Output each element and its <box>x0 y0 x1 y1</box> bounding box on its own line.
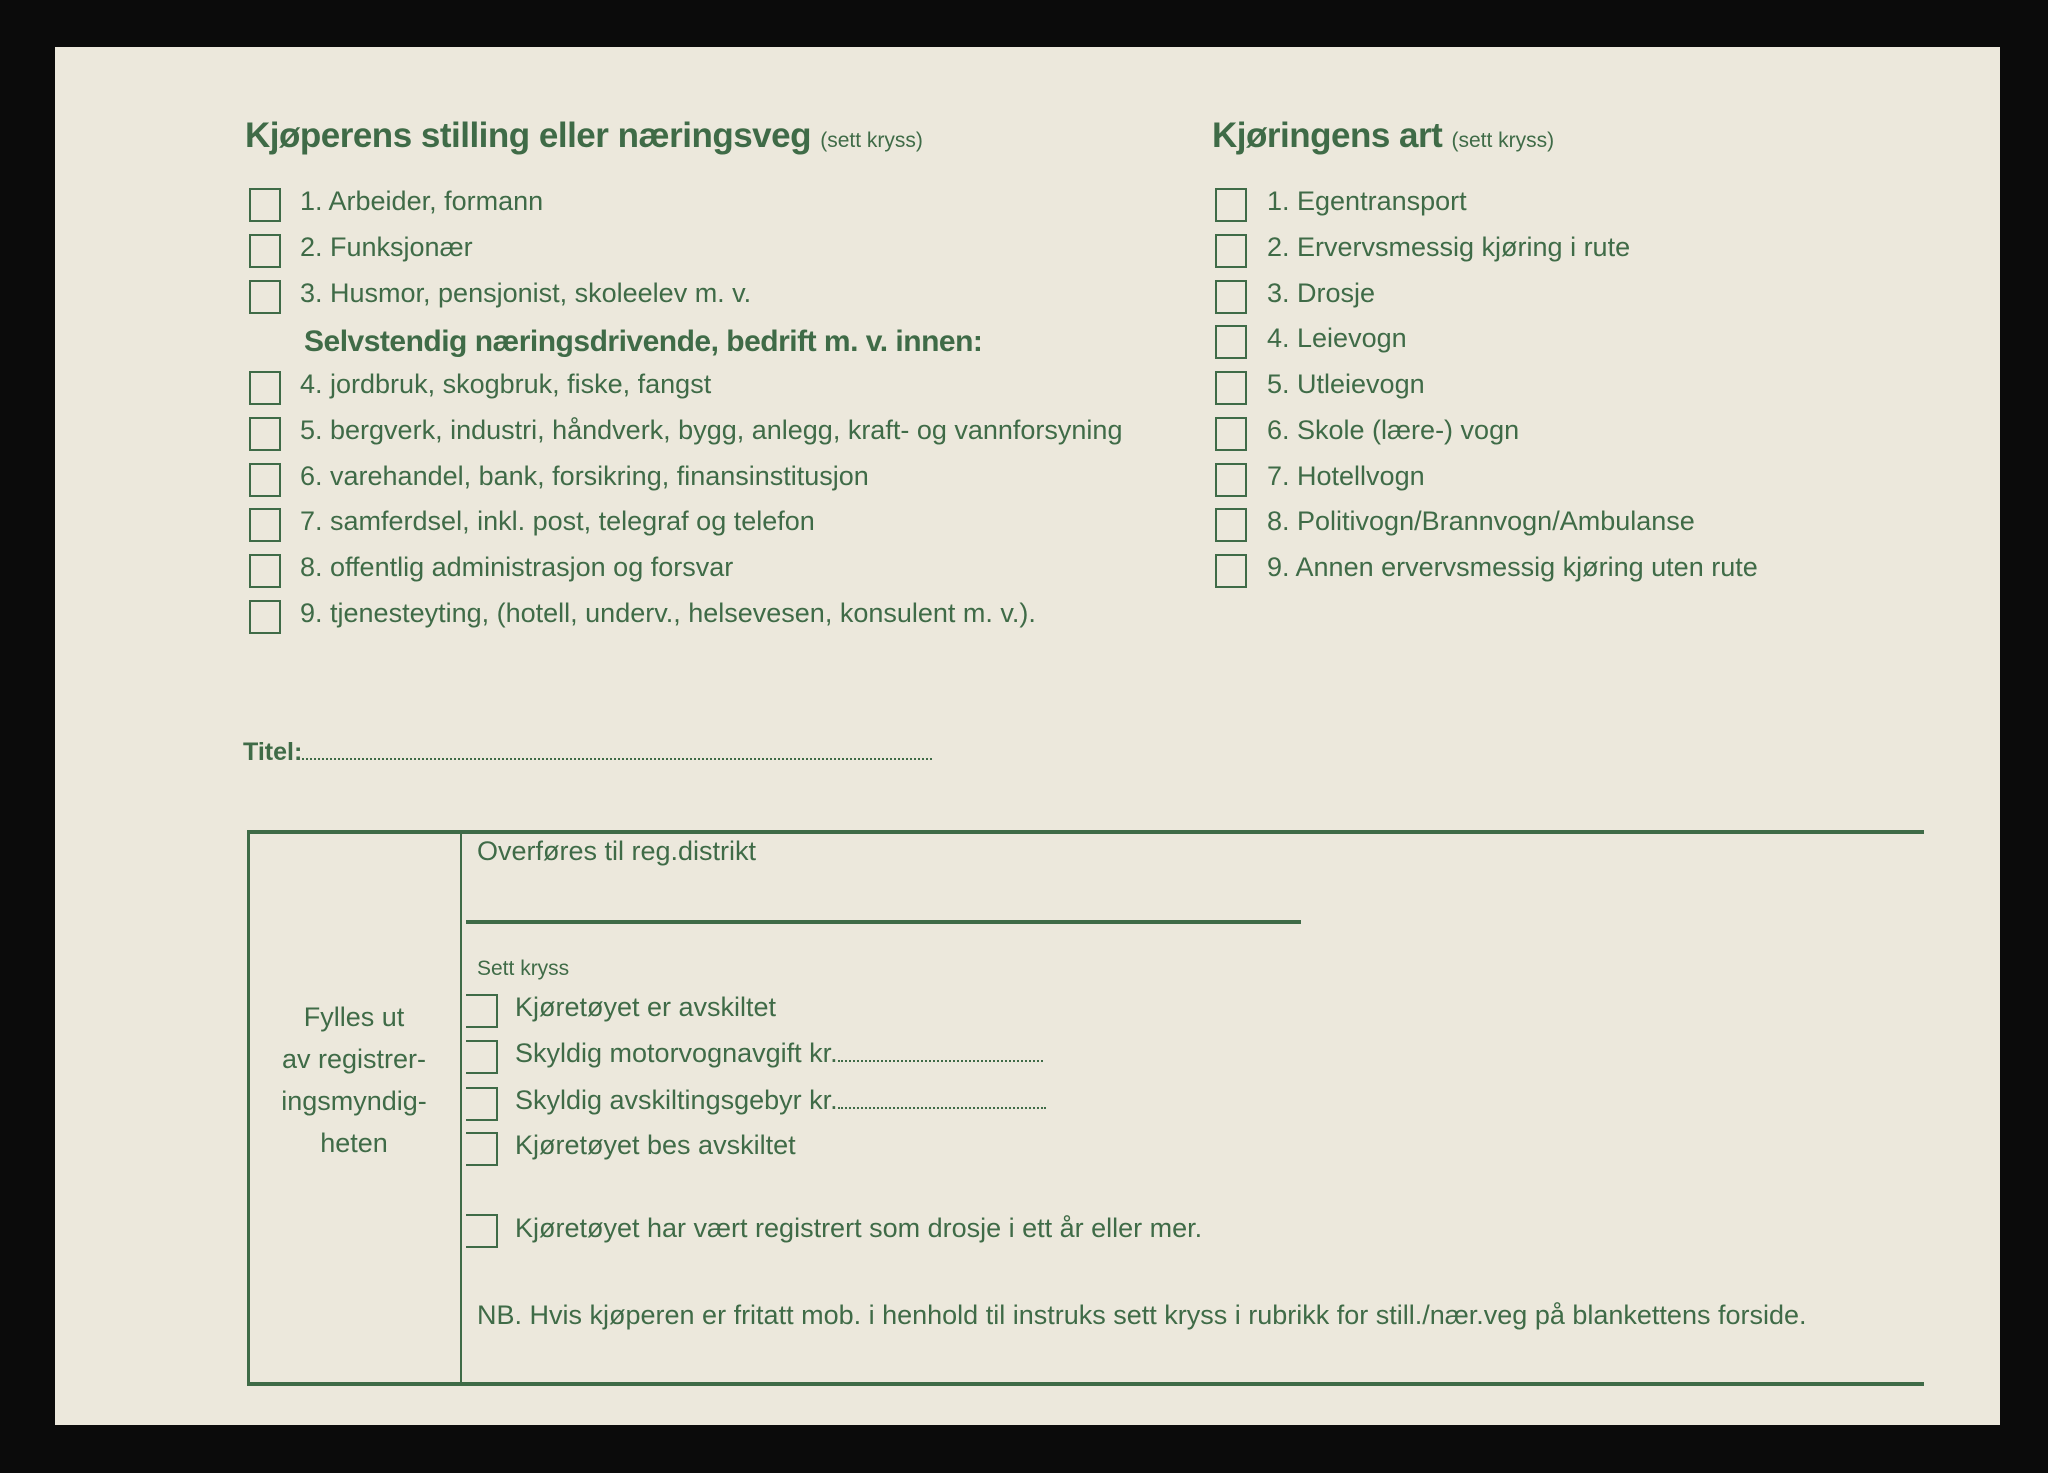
registry-check-checkbox[interactable] <box>466 994 498 1028</box>
driving-type-item-text: 9. Annen ervervsmessig kjøring uten rute <box>1267 552 1758 582</box>
registry-check-label <box>515 1085 1046 1116</box>
registry-check-label <box>515 992 776 1023</box>
driving-type-item-text: 4. Leievogn <box>1267 323 1407 353</box>
occupation-item-checkbox[interactable] <box>249 600 281 634</box>
occupation-item-checkbox[interactable] <box>249 508 281 542</box>
driving-type-item-text: 3. Drosje <box>1267 278 1376 308</box>
registry-check-text: Skyldig avskiltingsgebyr kr. <box>515 1085 838 1115</box>
left-title-text: Kjøperens stilling eller næringsveg <box>245 116 811 155</box>
driving-type-item-label <box>1267 278 1375 309</box>
occupation-item-label <box>300 369 711 400</box>
titel-field[interactable] <box>243 738 932 767</box>
occupation-item-text: 2. Funksjonær <box>300 232 473 262</box>
driving-type-item-label <box>1267 369 1425 400</box>
driving-type-item-label <box>1267 552 1758 583</box>
amount-dotted-line[interactable] <box>838 1087 1046 1109</box>
drosje-check-label: Kjøretøyet har vært registrert som drosje i ett år eller mer. <box>515 1213 1203 1243</box>
driving-type-item-text: 7. Hotellvogn <box>1267 461 1425 491</box>
occupation-item-label <box>300 461 869 492</box>
driving-type-item-label <box>1267 186 1467 217</box>
occupation-item-checkbox[interactable] <box>249 188 281 222</box>
driving-type-item-label <box>1267 506 1695 537</box>
nb-note: NB. Hvis kjøperen er fritatt mob. i henhold til instruks sett kryss i rubrikk for still./nær.veg på blankettens forside. <box>477 1300 1807 1330</box>
driving-type-item-checkbox[interactable] <box>1215 417 1247 451</box>
driving-type-item-checkbox[interactable] <box>1215 554 1247 588</box>
titel-dotted-line <box>302 738 932 760</box>
drosje-checkbox[interactable] <box>466 1214 498 1248</box>
driving-type-item-checkbox[interactable] <box>1215 508 1247 542</box>
driving-type-item-label <box>1267 232 1630 263</box>
transfer-label: Overføres til reg.distrikt <box>477 836 757 866</box>
occupation-item-text: 7. samferdsel, inkl. post, telegraf og telefon <box>300 506 815 536</box>
driving-type-item-text: 6. Skole (lære-) vogn <box>1267 415 1520 445</box>
registry-check-checkbox[interactable] <box>466 1040 498 1074</box>
driving-type-item-checkbox[interactable] <box>1215 188 1247 222</box>
transfer-input-line[interactable] <box>466 920 1301 924</box>
registry-check-label <box>515 1130 796 1161</box>
side-label-line: Fylles ut <box>303 1002 405 1032</box>
driving-type-item-label <box>1267 461 1425 492</box>
registry-check-text: Skyldig motorvognavgift kr. <box>515 1038 838 1068</box>
occupation-item-label <box>300 278 751 309</box>
occupation-item-checkbox[interactable] <box>249 371 281 405</box>
occupation-item-text: 6. varehandel, bank, forsikring, finansinstitusjon <box>300 461 869 491</box>
driving-type-item-text: 8. Politivogn/Brannvogn/Ambulanse <box>1267 506 1695 536</box>
driving-type-item-checkbox[interactable] <box>1215 280 1247 314</box>
occupation-item-text: 5. bergverk, industri, håndverk, bygg, anlegg, kraft- og vannforsyning <box>300 415 1123 445</box>
occupation-item-text: 3. Husmor, pensjonist, skoleelev m. v. <box>300 278 752 308</box>
registry-check-text: Kjøretøyet bes avskiltet <box>515 1130 796 1160</box>
occupation-item-text: 1. Arbeider, formann <box>300 186 544 216</box>
side-label-line: heten <box>320 1128 388 1158</box>
box-top-border <box>248 830 1924 834</box>
right-section-title <box>1212 116 1554 156</box>
occupation-item-text: 9. tjenesteyting, (hotell, underv., helsevesen, konsulent m. v.). <box>300 598 1036 628</box>
side-label-line: ingsmyndig- <box>281 1086 427 1116</box>
registry-side-label <box>248 996 460 1164</box>
self-employed-subheading: Selvstendig næringsdrivende, bedrift m. v. innen: <box>304 325 983 358</box>
box-bottom-border <box>248 1382 1924 1386</box>
left-title-hint: (sett kryss) <box>820 129 923 152</box>
driving-type-item-label <box>1267 323 1407 354</box>
occupation-item-checkbox[interactable] <box>249 463 281 497</box>
registry-check-text: Kjøretøyet er avskiltet <box>515 992 777 1022</box>
registry-check-label <box>515 1038 1043 1069</box>
titel-label: Titel: <box>243 738 303 766</box>
occupation-item-checkbox[interactable] <box>249 554 281 588</box>
box-divider <box>460 834 462 1382</box>
occupation-item-text: 4. jordbruk, skogbruk, fiske, fangst <box>300 369 712 399</box>
registry-check-checkbox[interactable] <box>466 1132 498 1166</box>
registry-check-checkbox[interactable] <box>466 1087 498 1121</box>
occupation-item-label <box>300 232 473 263</box>
right-title-hint: (sett kryss) <box>1451 129 1555 152</box>
occupation-item-label <box>300 415 1122 446</box>
occupation-item-label <box>300 506 815 537</box>
driving-type-item-checkbox[interactable] <box>1215 371 1247 405</box>
driving-type-item-checkbox[interactable] <box>1215 463 1247 497</box>
amount-dotted-line[interactable] <box>838 1040 1043 1062</box>
driving-type-item-checkbox[interactable] <box>1215 234 1247 268</box>
occupation-item-label <box>300 186 543 217</box>
right-title-text: Kjøringens art <box>1212 116 1443 155</box>
driving-type-item-checkbox[interactable] <box>1215 325 1247 359</box>
driving-type-item-label <box>1267 415 1519 446</box>
left-section-title <box>245 116 923 156</box>
occupation-item-text: 8. offentlig administrasjon og forsvar <box>300 552 734 582</box>
occupation-item-label <box>300 598 1036 629</box>
occupation-item-checkbox[interactable] <box>249 234 281 268</box>
driving-type-item-text: 1. Egentransport <box>1267 186 1467 216</box>
occupation-item-label <box>300 552 733 583</box>
driving-type-item-text: 2. Ervervsmessig kjøring i rute <box>1267 232 1631 262</box>
occupation-item-checkbox[interactable] <box>249 280 281 314</box>
occupation-item-checkbox[interactable] <box>249 417 281 451</box>
sett-kryss-label: Sett kryss <box>477 957 570 980</box>
side-label-line: av registrer- <box>281 1044 427 1074</box>
driving-type-item-text: 5. Utleievogn <box>1267 369 1425 399</box>
